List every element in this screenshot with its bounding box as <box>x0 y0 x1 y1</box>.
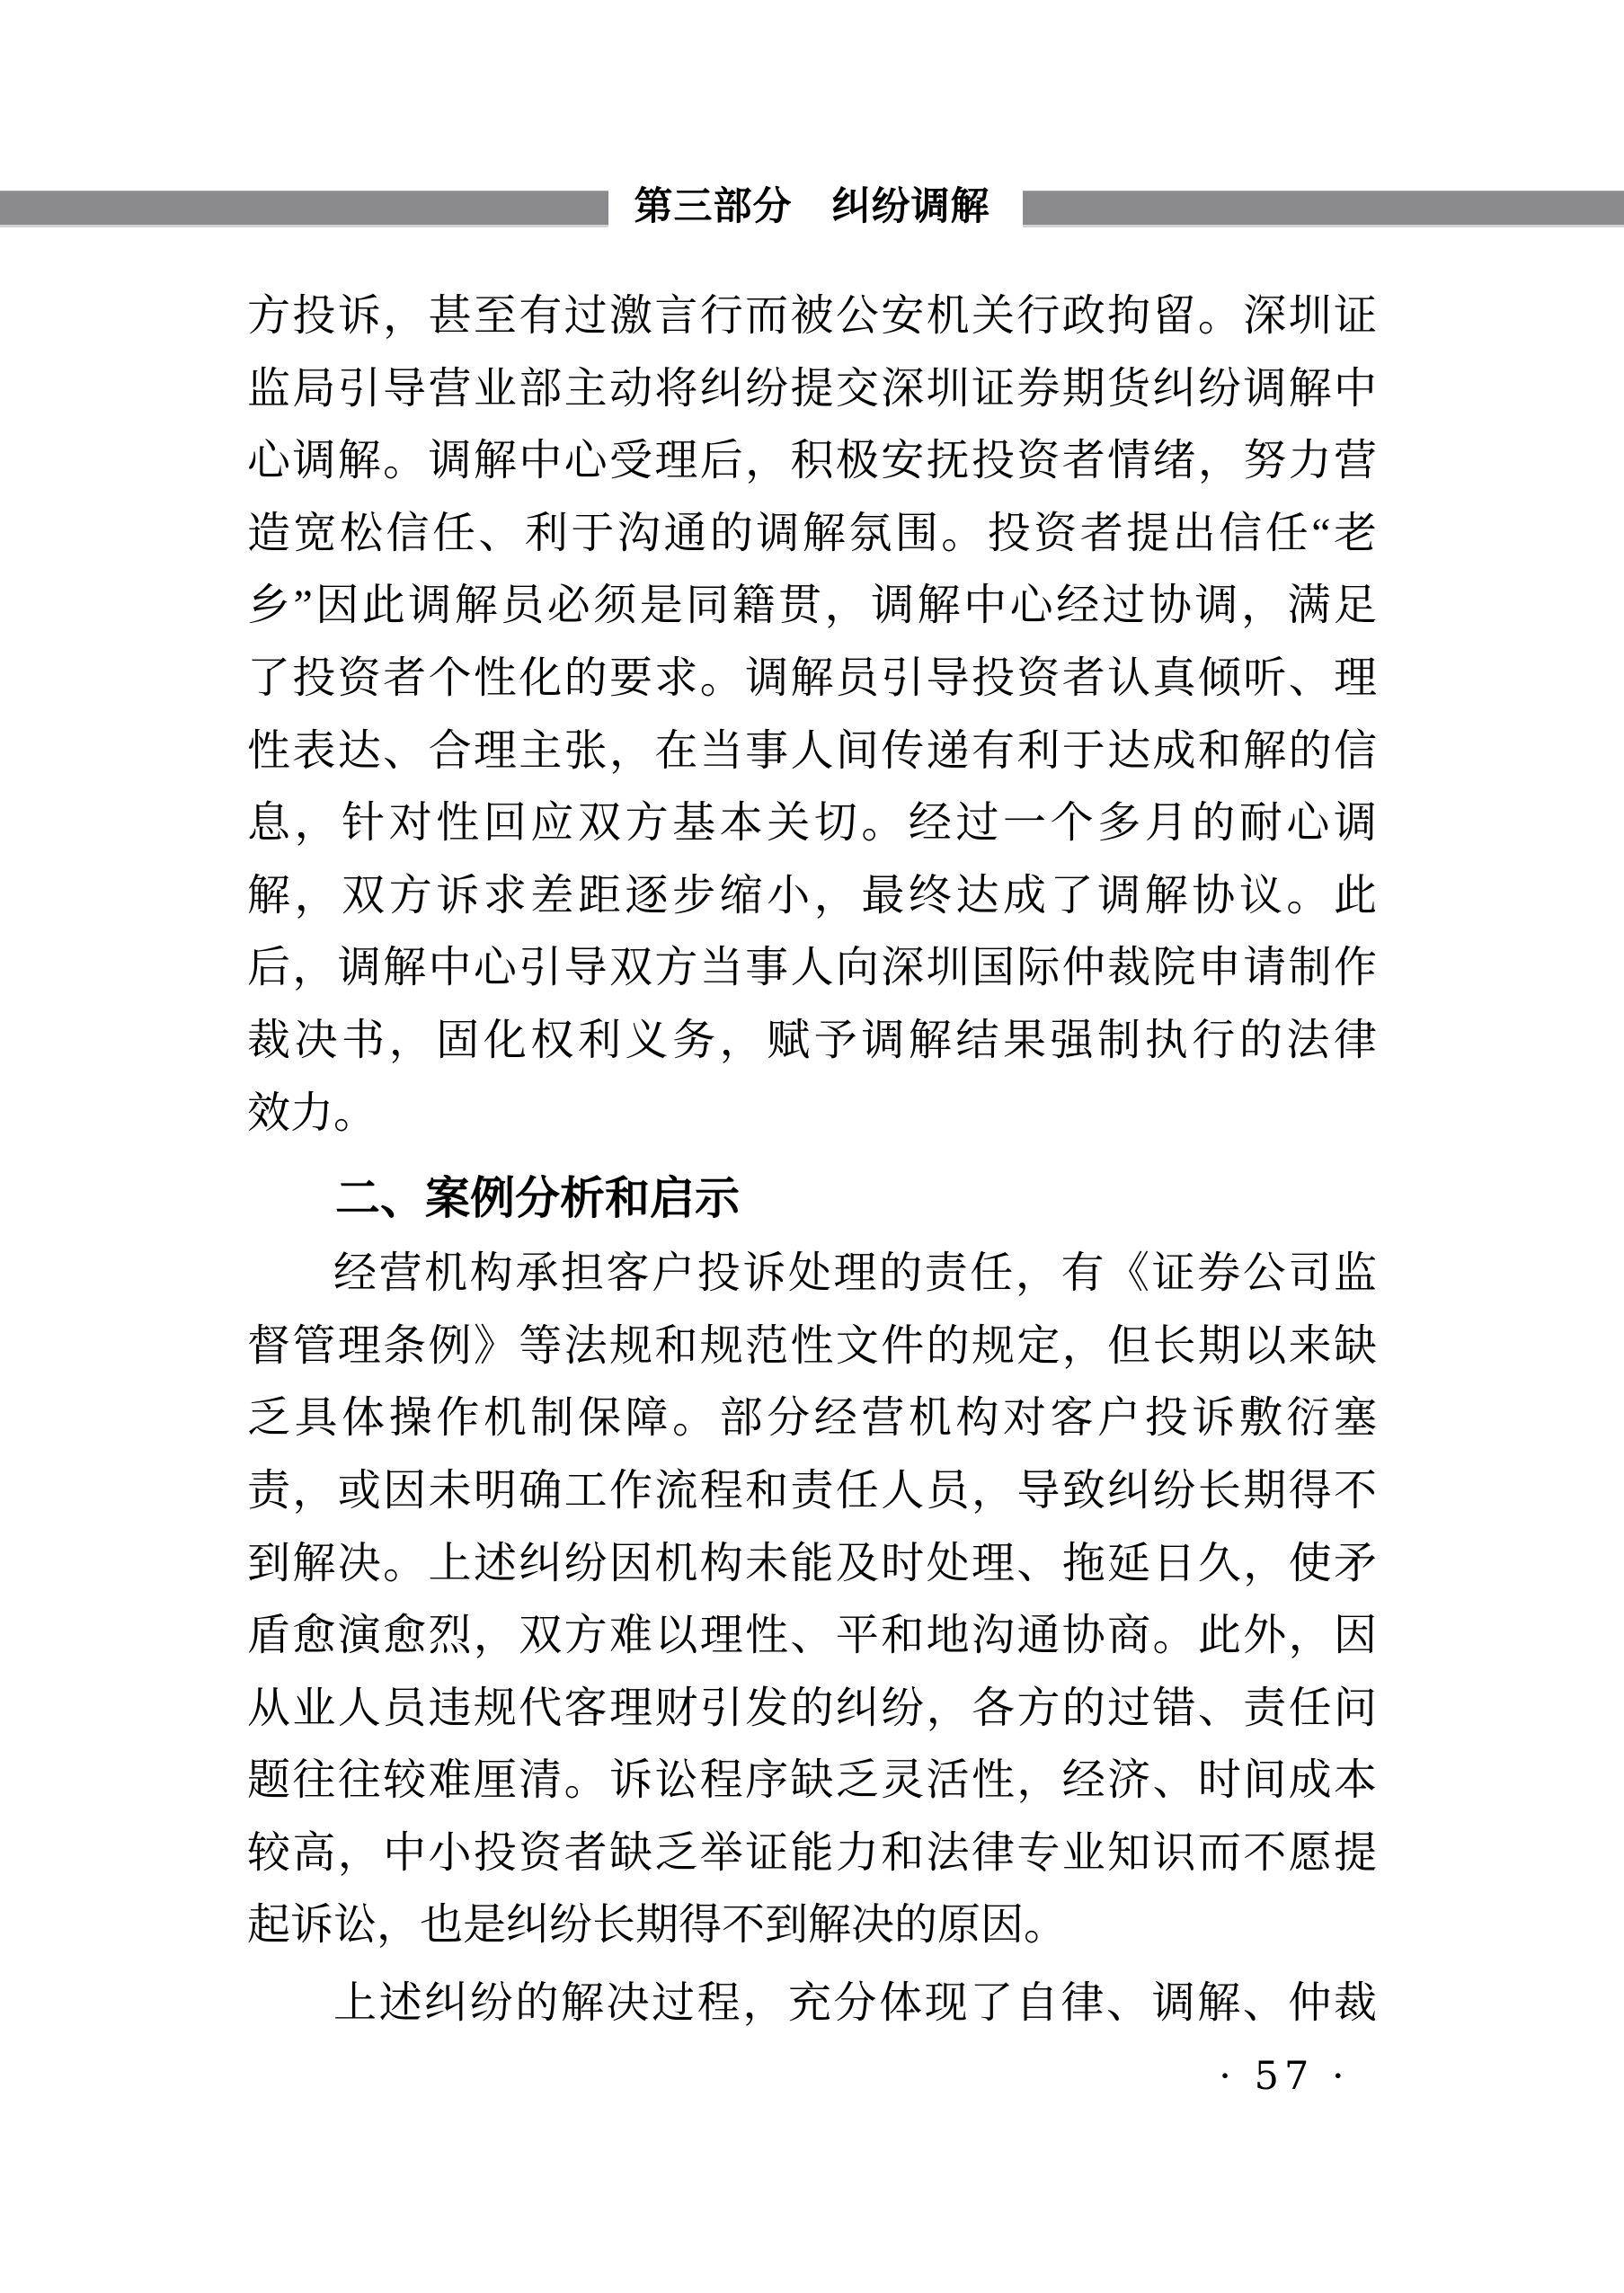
text-line: 心调解。调解中心受理后，积极安抚投资者情绪，努力营 <box>247 437 1377 485</box>
text-line: 方投诉，甚至有过激言行而被公安机关行政拘留。深圳证 <box>247 292 1377 340</box>
text-line: 到解决。上述纠纷因机构未能及时处理、拖延日久，使矛 <box>247 1539 1377 1587</box>
text-line: 性表达、合理主张，在当事人间传递有利于达成和解的信 <box>247 726 1377 775</box>
text-line: 题往往较难厘清。诉讼程序缺乏灵活性，经济、时间成本 <box>247 1756 1377 1805</box>
text-line: 效力。 <box>247 1089 377 1137</box>
text-line: 裁决书，固化权利义务，赋予调解结果强制执行的法律 <box>247 1016 1377 1064</box>
running-header-title: 第三部分 纠纷调解 <box>634 185 990 228</box>
text-line: 乏具体操作机制保障。部分经营机构对客户投诉敷衍塞 <box>247 1394 1377 1443</box>
text-line: 盾愈演愈烈，双方难以理性、平和地沟通协商。此外，因 <box>247 1612 1377 1660</box>
text-line: 责，或因未明确工作流程和责任人员，导致纠纷长期得不 <box>247 1466 1377 1515</box>
text-line: 解，双方诉求差距逐步缩小，最终达成了调解协议。此 <box>247 871 1377 920</box>
page-number: · 57 · <box>1219 2054 1350 2099</box>
text-line: 较高，中小投资者缺乏举证能力和法律专业知识而不愿提 <box>247 1828 1377 1877</box>
header-rule-right <box>1023 191 1624 227</box>
text-line: 上述纠纷的解决过程，充分体现了自律、调解、仲裁 <box>333 1979 1377 2028</box>
text-line: 督管理条例》等法规和规范性文件的规定，但长期以来缺 <box>247 1321 1377 1370</box>
text-line: 乡”因此调解员必须是同籍贯，调解中心经过协调，满足 <box>247 582 1377 630</box>
text-line: 后，调解中心引导双方当事人向深圳国际仲裁院申请制作 <box>247 944 1377 992</box>
text-line: 息，针对性回应双方基本关切。经过一个多月的耐心调 <box>247 799 1377 848</box>
text-line: 了投资者个性化的要求。调解员引导投资者认真倾听、理 <box>247 653 1377 702</box>
section-heading: 二、案例分析和启示 <box>335 1173 740 1224</box>
text-line: 监局引导营业部主动将纠纷提交深圳证券期货纠纷调解中 <box>247 364 1377 413</box>
text-line: 造宽松信任、利于沟通的调解氛围。投资者提出信任“老 <box>247 509 1377 557</box>
text-line: 起诉讼，也是纠纷长期得不到解决的原因。 <box>247 1901 1068 1950</box>
text-line: 经营机构承担客户投诉处理的责任，有《证券公司监 <box>333 1249 1377 1298</box>
body-text <box>247 280 1377 2040</box>
text-line: 从业人员违规代客理财引发的纠纷，各方的过错、责任问 <box>247 1684 1377 1732</box>
